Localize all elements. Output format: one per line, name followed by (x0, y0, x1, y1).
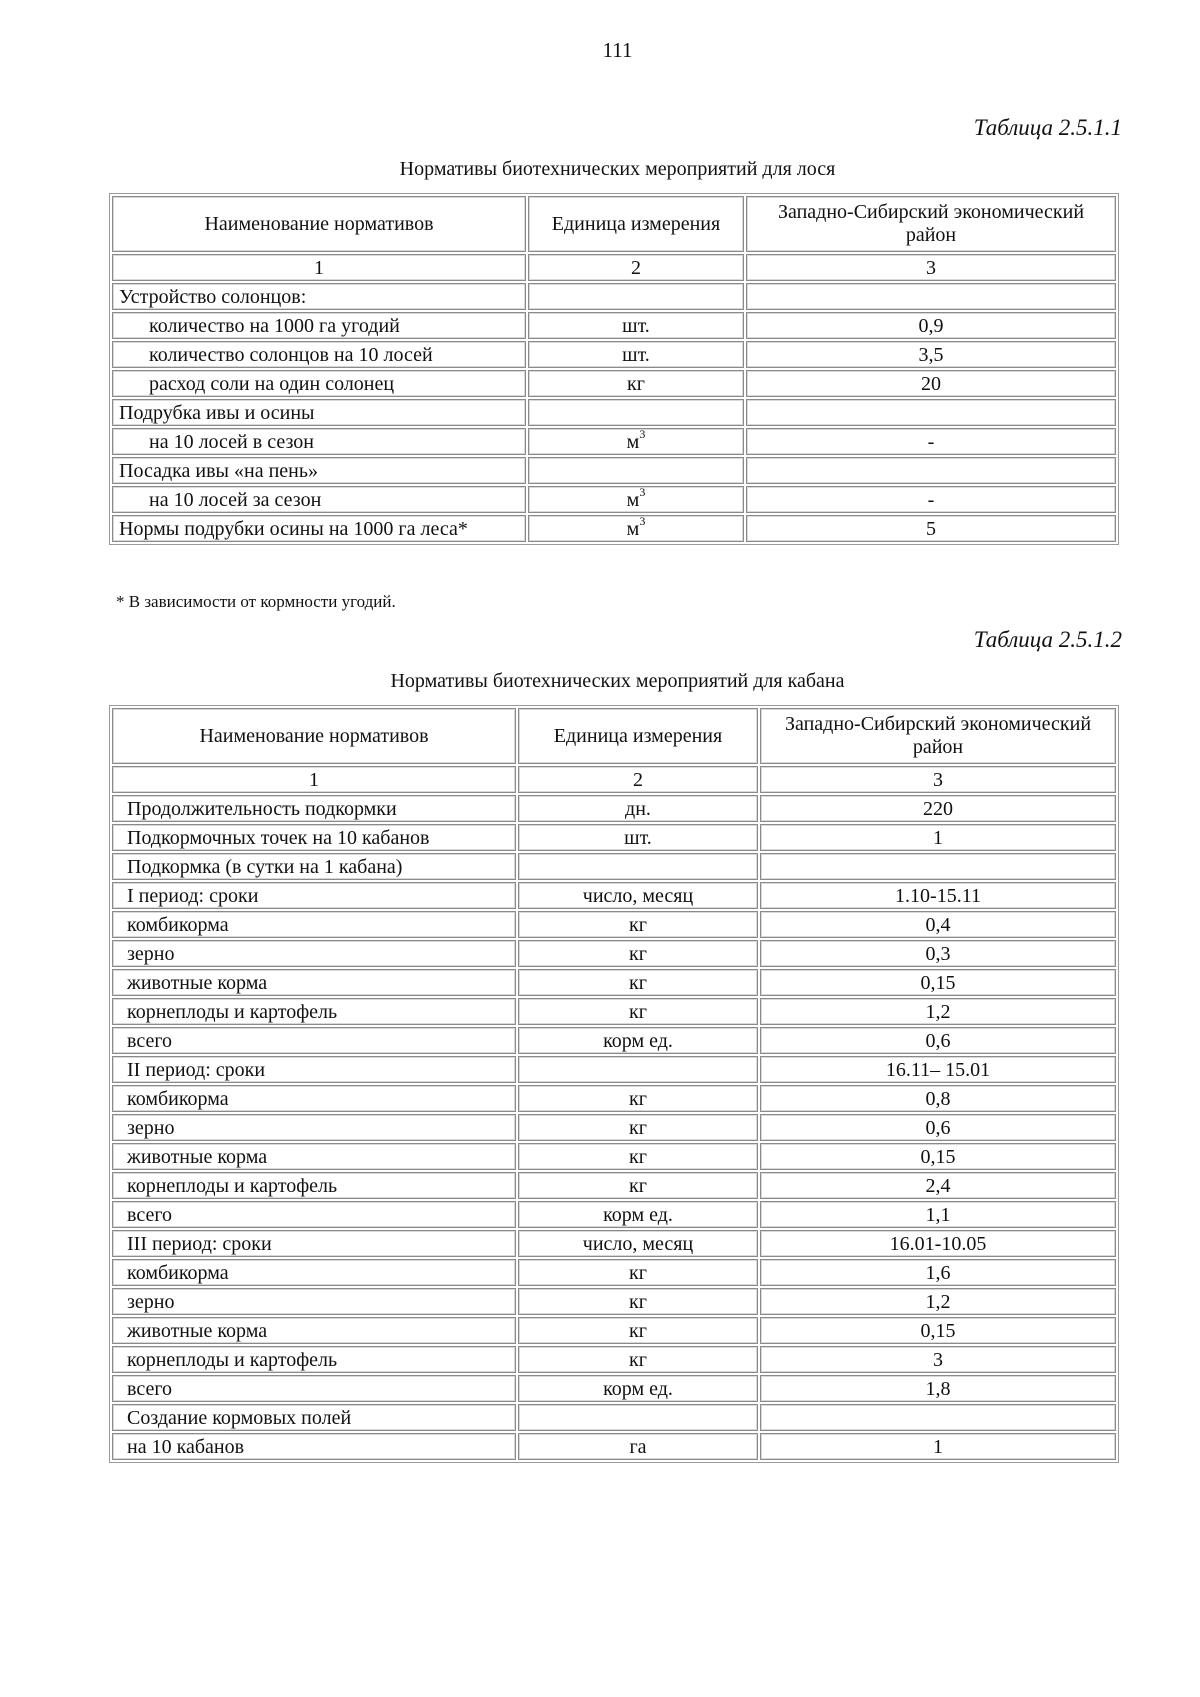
row-name: Продолжительность подкормки (112, 795, 516, 822)
row-unit: кг (518, 969, 758, 996)
table-row (112, 1201, 1116, 1228)
table-row (112, 1056, 1116, 1083)
table-row (112, 428, 1116, 455)
table-row (112, 283, 1116, 310)
row-value: 1,8 (760, 1375, 1116, 1402)
table-row (112, 1114, 1116, 1141)
row-value: 1,2 (760, 998, 1116, 1025)
row-unit: кг (518, 911, 758, 938)
row-value: 3 (760, 1346, 1116, 1373)
row-unit: корм ед. (518, 1375, 758, 1402)
row-unit: $м^3$ (528, 486, 744, 513)
page-number: 111 (602, 38, 633, 62)
row-name: зерно (112, 1288, 516, 1315)
row-unit: шт. (528, 341, 744, 368)
table-row (112, 911, 1116, 938)
table-row (112, 341, 1116, 368)
row-unit: число, месяц (518, 882, 758, 909)
table2-header-name: Наименование нормативов (112, 708, 516, 764)
row-value: 5 (746, 515, 1116, 542)
row-value: 1 (760, 824, 1116, 851)
row-name: III период: сроки (112, 1230, 516, 1257)
table-row (112, 1317, 1116, 1344)
row-value: 0,6 (760, 1114, 1116, 1141)
row-name: на 10 лосей в сезон (112, 428, 526, 455)
row-name: всего (112, 1375, 516, 1402)
row-name: комбикорма (112, 1085, 516, 1112)
row-unit: кг (518, 1114, 758, 1141)
row-value: 0,15 (760, 969, 1116, 996)
table-row (112, 1085, 1116, 1112)
table-row (112, 998, 1116, 1025)
table2-header-unit: Единица измерения (518, 708, 758, 764)
row-value: 0,15 (760, 1143, 1116, 1170)
table1-colnum-row (112, 254, 1116, 281)
table-row (112, 882, 1116, 909)
table1-footnote: * В зависимости от кормности угодий. (116, 592, 396, 611)
row-value: 1,1 (760, 1201, 1116, 1228)
row-unit (518, 1404, 758, 1431)
row-name: Устройство солонцов: (112, 283, 526, 310)
row-value: 2,4 (760, 1172, 1116, 1199)
row-value: 20 (746, 370, 1116, 397)
table-row (112, 515, 1116, 542)
row-unit: кг (518, 1288, 758, 1315)
table-row (112, 486, 1116, 513)
table2-label: Таблица 2.5.1.2 (973, 627, 1122, 652)
row-name: Нормы подрубки осины на 1000 га леса* (112, 515, 526, 542)
row-name: корнеплоды и картофель (112, 1346, 516, 1373)
row-name: количество на 1000 га угодий (112, 312, 526, 339)
row-unit: $м^3$ (528, 515, 744, 542)
row-name: животные корма (112, 1317, 516, 1344)
table-row (112, 1143, 1116, 1170)
table-row (112, 853, 1116, 880)
row-name: животные корма (112, 1143, 516, 1170)
table-row (112, 312, 1116, 339)
row-name: I период: сроки (112, 882, 516, 909)
table1-colnum-3: 3 (746, 254, 1116, 281)
row-name: комбикорма (112, 911, 516, 938)
row-name: всего (112, 1201, 516, 1228)
row-value: 3,5 (746, 341, 1116, 368)
table-row (112, 1288, 1116, 1315)
table-row (112, 940, 1116, 967)
table2-header-region: Западно-Сибирский экономический район (760, 708, 1116, 764)
table1 (109, 193, 1119, 545)
row-unit: корм ед. (518, 1027, 758, 1054)
row-value: 0,6 (760, 1027, 1116, 1054)
table1-colnum-1: 1 (112, 254, 526, 281)
table-row (112, 1172, 1116, 1199)
row-unit: дн. (518, 795, 758, 822)
row-value: 220 (760, 795, 1116, 822)
row-unit: $м^3$ (528, 428, 744, 455)
row-value (746, 457, 1116, 484)
table-row (112, 969, 1116, 996)
row-value (746, 283, 1116, 310)
table2-colnum-row (112, 766, 1116, 793)
table-row (112, 457, 1116, 484)
row-unit: кг (518, 1317, 758, 1344)
row-value: 1 (760, 1433, 1116, 1460)
table-row (112, 399, 1116, 426)
row-name: корнеплоды и картофель (112, 1172, 516, 1199)
table-row (112, 795, 1116, 822)
row-unit: кг (518, 940, 758, 967)
row-name: Подрубка ивы и осины (112, 399, 526, 426)
row-name: всего (112, 1027, 516, 1054)
table2-colnum-2: 2 (518, 766, 758, 793)
row-name: на 10 лосей за сезон (112, 486, 526, 513)
row-name: на 10 кабанов (112, 1433, 516, 1460)
table-row (112, 1433, 1116, 1460)
row-value (760, 853, 1116, 880)
row-value: 1,2 (760, 1288, 1116, 1315)
table1-header-region: Западно-Сибирский экономический район (746, 196, 1116, 252)
row-value: - (746, 486, 1116, 513)
table1-header-unit: Единица измерения (528, 196, 744, 252)
row-value: 0,9 (746, 312, 1116, 339)
table1-label: Таблица 2.5.1.1 (973, 115, 1122, 140)
table-row (112, 1259, 1116, 1286)
row-value (746, 399, 1116, 426)
table1-colnum-2: 2 (528, 254, 744, 281)
row-value: 0,8 (760, 1085, 1116, 1112)
row-name: комбикорма (112, 1259, 516, 1286)
table1-header-row (112, 196, 1116, 252)
row-value: 16.01-10.05 (760, 1230, 1116, 1257)
table1-title: Нормативы биотехнических мероприятий для лося (399, 158, 836, 180)
table2-colnum-3: 3 (760, 766, 1116, 793)
row-value (760, 1404, 1116, 1431)
row-unit: кг (518, 1259, 758, 1286)
row-value: 1,6 (760, 1259, 1116, 1286)
row-name: расход соли на один солонец (112, 370, 526, 397)
row-unit: га (518, 1433, 758, 1460)
row-unit: кг (518, 1085, 758, 1112)
row-unit (518, 1056, 758, 1083)
row-unit: корм ед. (518, 1201, 758, 1228)
table-row (112, 1375, 1116, 1402)
row-name: зерно (112, 940, 516, 967)
row-name: Создание кормовых полей (112, 1404, 516, 1431)
row-unit: кг (518, 1346, 758, 1373)
table-row (112, 370, 1116, 397)
row-value: 0,15 (760, 1317, 1116, 1344)
table-row (112, 1230, 1116, 1257)
table2-colnum-1: 1 (112, 766, 516, 793)
row-unit: число, месяц (518, 1230, 758, 1257)
row-unit: кг (518, 998, 758, 1025)
row-value: 0,4 (760, 911, 1116, 938)
row-value: 1.10-15.11 (760, 882, 1116, 909)
row-name: количество солонцов на 10 лосей (112, 341, 526, 368)
row-name: Посадка ивы «на пень» (112, 457, 526, 484)
row-unit: кг (518, 1143, 758, 1170)
row-name: II период: сроки (112, 1056, 516, 1083)
table1-header-name: Наименование нормативов (112, 196, 526, 252)
row-name: животные корма (112, 969, 516, 996)
row-name: корнеплоды и картофель (112, 998, 516, 1025)
table-row (112, 1346, 1116, 1373)
row-unit: шт. (518, 824, 758, 851)
row-name: зерно (112, 1114, 516, 1141)
row-unit (518, 853, 758, 880)
row-unit (528, 399, 744, 426)
row-name: Подкормочных точек на 10 кабанов (112, 824, 516, 851)
row-unit: кг (528, 370, 744, 397)
row-value: 16.11– 15.01 (760, 1056, 1116, 1083)
row-unit: шт. (528, 312, 744, 339)
table-row (112, 824, 1116, 851)
row-value: 0,3 (760, 940, 1116, 967)
row-unit: кг (518, 1172, 758, 1199)
table2-header-row (112, 708, 1116, 764)
table2 (109, 705, 1119, 1463)
table-row (112, 1404, 1116, 1431)
row-name: Подкормка (в сутки на 1 кабана) (112, 853, 516, 880)
row-unit (528, 283, 744, 310)
row-unit (528, 457, 744, 484)
row-value: - (746, 428, 1116, 455)
table-row (112, 1027, 1116, 1054)
table2-title: Нормативы биотехнических мероприятий для кабана (390, 670, 845, 692)
